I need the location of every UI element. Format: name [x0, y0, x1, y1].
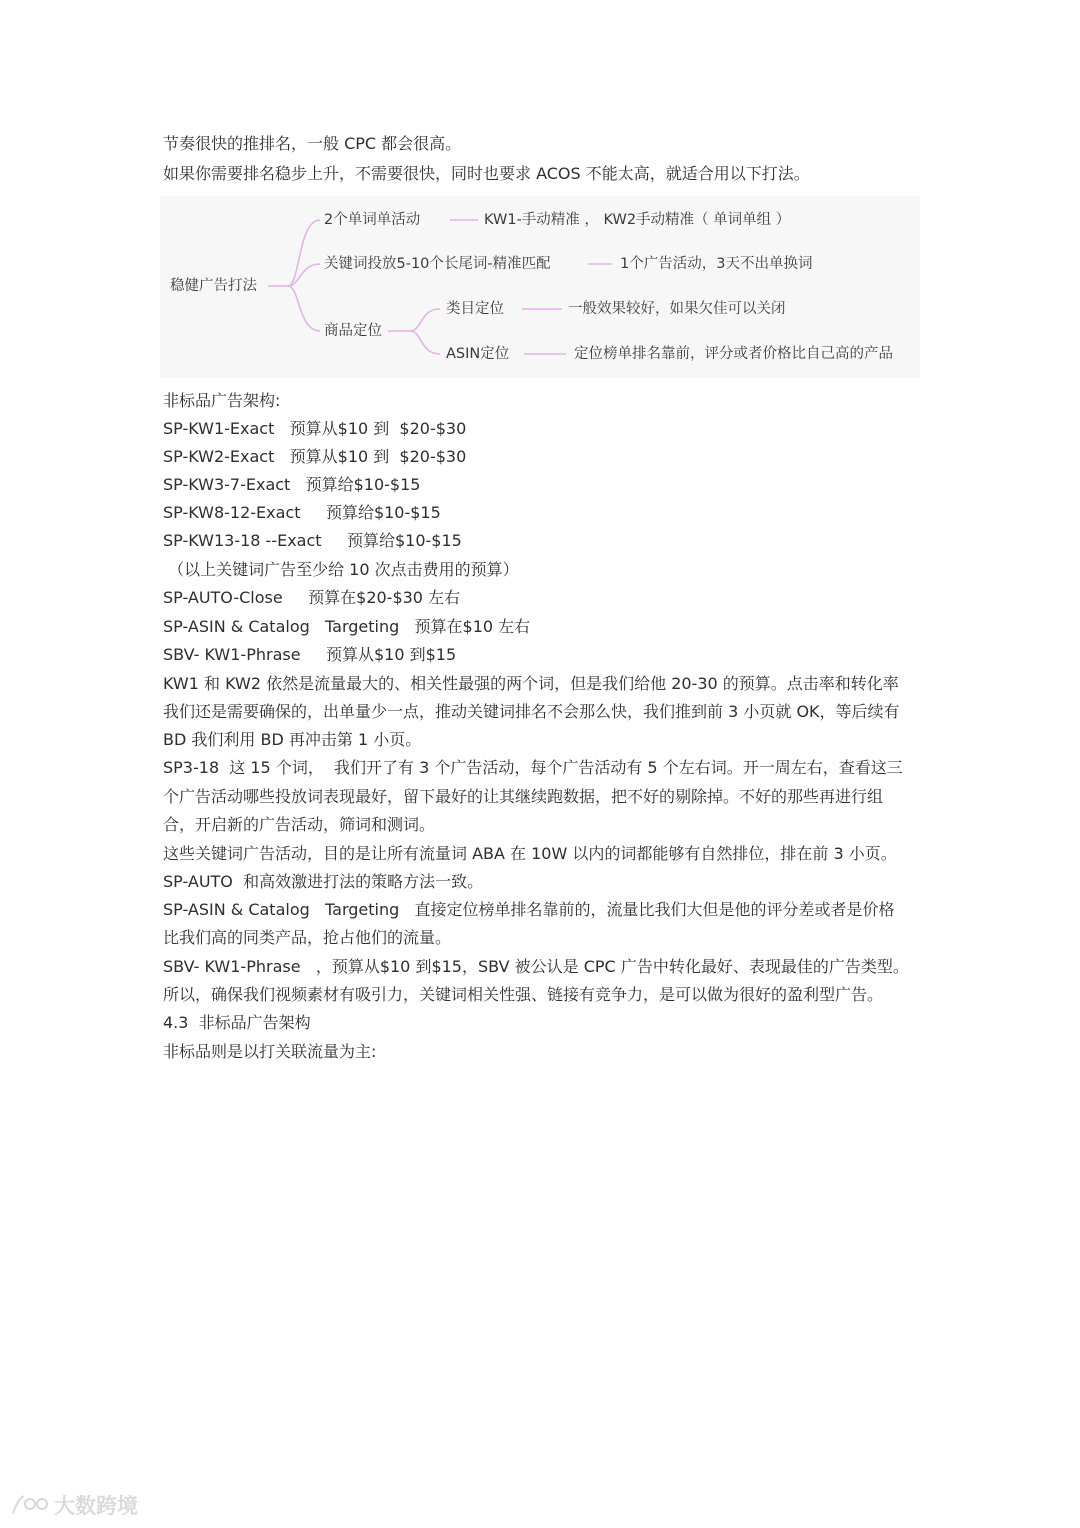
body-line: 所以，确保我们视频素材有吸引力，关键词相关性强、链接有竞争力，是可以做为很好的盈利型广告。 — [163, 985, 884, 1004]
body-line: SP-ASIN & Catalog Targeting 预算在$10 左右 — [163, 617, 531, 636]
mindmap-branch-3-sub-2: ASIN定位 — [446, 346, 510, 362]
watermark-text: 大数跨境 — [54, 1494, 138, 1518]
body-line: 个广告活动哪些投放词表现最好，留下最好的让其继续跑数据，把不好的剔除掉。不好的那些再进行组 — [163, 787, 884, 806]
body-line: 合，开启新的广告活动，筛词和测词。 — [163, 815, 436, 834]
body-line: SBV- KW1-Phrase 预算从$10 到$15 — [163, 645, 457, 664]
mindmap-branch-3-sub-2-note: 定位榜单排名靠前，评分或者价格比自己高的产品 — [574, 346, 893, 362]
body-line: SP-KW2-Exact 预算从$10 到 $20-$30 — [163, 447, 467, 466]
body-line: 非标品则是以打关联流量为主: — [163, 1042, 377, 1061]
body-line: SP-KW1-Exact 预算从$10 到 $20-$30 — [163, 419, 467, 438]
body-line: （以上关键词广告至少给 10 次点击费用的预算） — [163, 560, 519, 579]
body-line: SP-KW3-7-Exact 预算给$10-$15 — [163, 475, 421, 494]
mindmap-branch-1: 2个单词单活动 — [324, 212, 421, 228]
mindmap-branch-3-sub-1-note: 一般效果较好，如果欠佳可以关闭 — [568, 301, 786, 317]
mindmap-branch-2-note: 1个广告活动，3天不出单换词 — [620, 256, 813, 272]
mindmap-root: 稳健广告打法 — [170, 278, 257, 294]
body-line: 这些关键词广告活动，目的是让所有流量词 ABA 在 10W 以内的词都能够有自然排位，排在前 3 小页。 — [163, 844, 897, 863]
watermark-logo-icon — [10, 1492, 50, 1518]
mindmap-branch-2: 关键词投放5-10个长尾词-精准匹配 — [324, 256, 551, 272]
body-line: SP3-18 这 15 个词， 我们开了有 3 个广告活动，每个广告活动有 5 个左右词。开一周左右，查看这三 — [163, 758, 903, 777]
connector-sub1 — [410, 309, 440, 331]
body-line: SP-AUTO-Close 预算在$20-$30 左右 — [163, 588, 461, 607]
body-line: SP-KW13-18 --Exact 预算给$10-$15 — [163, 531, 462, 550]
body-line: BD 我们利用 BD 再冲击第 1 小页。 — [163, 730, 422, 749]
connector-branch1 — [288, 220, 320, 286]
watermark — [10, 1490, 138, 1520]
section-heading: 4.3 非标品广告架构 — [163, 1013, 311, 1032]
mindmap-branch-3: 商品定位 — [324, 323, 382, 339]
intro-line-1: 节奏很快的推排名，一般 CPC 都会很高。 — [163, 134, 462, 153]
body-line: 比我们高的同类产品，抢占他们的流量。 — [163, 928, 452, 947]
body-line: SP-AUTO 和高效激进打法的策略方法一致。 — [163, 872, 484, 891]
strategy-mindmap — [160, 196, 920, 378]
mindmap-branch-1-note: KW1-手动精准 ， KW2手动精准（ 单词单组 ） — [484, 212, 791, 228]
body-line: 非标品广告架构: — [163, 391, 281, 410]
body-line: 我们还是需要确保的，出单量少一点，推动关键词排名不会那么快，我们推到前 3 小页就 OK，等后续有 — [163, 702, 900, 721]
intro-line-2: 如果你需要排名稳步上升，不需要很快，同时也要求 ACOS 不能太高，就适合用以下打法。 — [163, 164, 810, 183]
body-line: SP-ASIN & Catalog Targeting 直接定位榜单排名靠前的，流量比我们大但是他的评分差或者是价格 — [163, 900, 895, 919]
connector-sub2 — [410, 331, 440, 354]
connector-branch3 — [288, 286, 320, 331]
body-line: SP-KW8-12-Exact 预算给$10-$15 — [163, 503, 441, 522]
body-line: KW1 和 KW2 依然是流量最大的、相关性最强的两个词，但是我们给他 20-30 的预算。点击率和转化率 — [163, 674, 899, 693]
body-line: SBV- KW1-Phrase ，预算从$10 到$15，SBV 被公认是 CPC 广告中转化最好、表现最佳的广告类型。 — [163, 957, 909, 976]
mindmap-branch-3-sub-1: 类目定位 — [446, 301, 504, 317]
